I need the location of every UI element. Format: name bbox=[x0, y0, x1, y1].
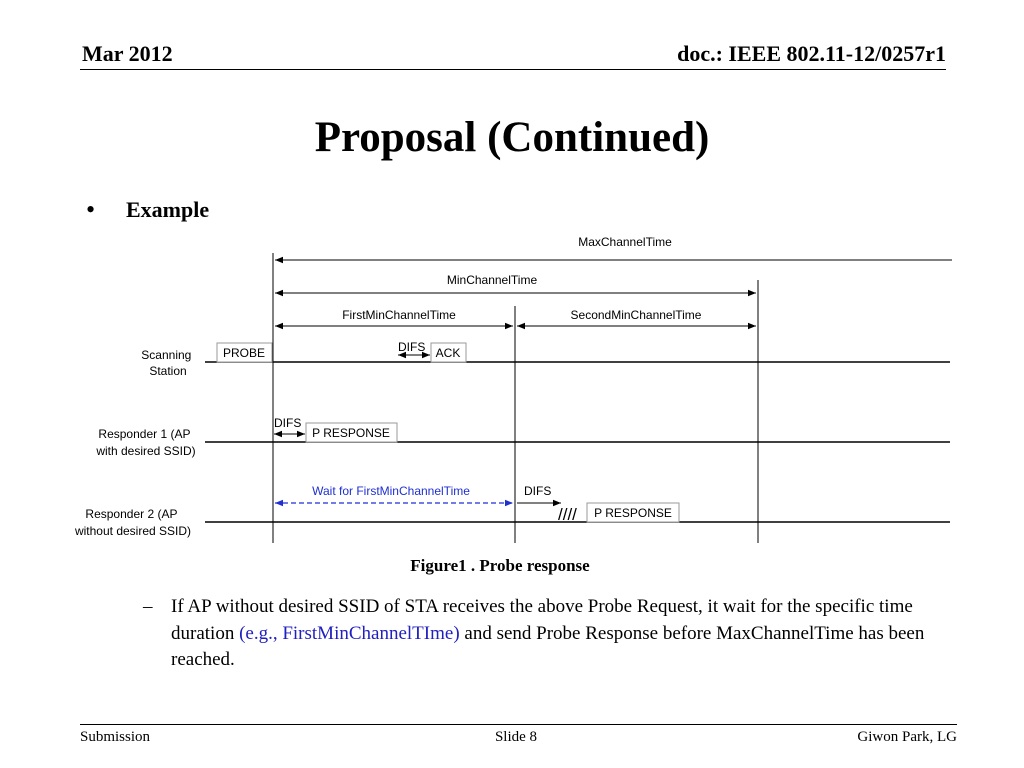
bullet-example: Example bbox=[126, 197, 210, 222]
second-min-channel-time-label: SecondMinChannelTime bbox=[570, 308, 702, 322]
row-label-scanning-station-line1: Scanning bbox=[141, 348, 192, 362]
sub-bullet-highlight: (e.g., FirstMinChannelTIme) bbox=[239, 622, 460, 644]
footer-author: Giwon Park, LG bbox=[857, 729, 957, 745]
sub-bullet-text-before: If AP without desired SSID of STA receives the above Probe Request, it wait for the specific time duration bbox=[171, 596, 913, 644]
row-label-responder1-line1: Responder 1 (AP bbox=[98, 427, 191, 441]
p-response-label-responder2: P RESPONSE bbox=[594, 506, 672, 520]
footer-slide-number: Slide 8 bbox=[494, 729, 538, 745]
slide-title: Proposal (Continued) bbox=[314, 114, 710, 161]
figure-caption: Figure1 . Probe response bbox=[410, 556, 590, 575]
row-label-responder2-line2: without desired SSID) bbox=[74, 524, 192, 538]
header-rule bbox=[80, 69, 946, 70]
ack-frame-label: ACK bbox=[435, 346, 461, 360]
probe-response-timing-diagram bbox=[0, 225, 1024, 550]
wait-label: Wait for FirstMinChannelTime bbox=[312, 484, 470, 498]
truncation-marks: //// bbox=[558, 505, 577, 524]
footer-rule bbox=[80, 724, 957, 725]
difs-label-station: DIFS bbox=[398, 340, 426, 354]
p-response-label-responder1: P RESPONSE bbox=[312, 426, 390, 440]
row-label-responder2 bbox=[74, 507, 191, 538]
row-label-responder1-line2: with desired SSID) bbox=[96, 444, 196, 458]
min-channel-time-label: MinChannelTime bbox=[446, 273, 538, 287]
footer-submission: Submission bbox=[80, 729, 151, 745]
first-min-channel-time-label: FirstMinChannelTime bbox=[342, 308, 456, 322]
row-label-scanning-station bbox=[141, 348, 194, 378]
bullet-marker: • bbox=[86, 195, 96, 224]
sub-bullet-marker: – bbox=[143, 596, 153, 617]
difs-label-responder2: DIFS bbox=[524, 484, 552, 498]
row-label-responder2-line1: Responder 2 (AP bbox=[85, 507, 178, 521]
max-channel-time-label: MaxChannelTime bbox=[578, 235, 672, 249]
sub-bullet-text-after: and send Probe Response before MaxChannelTime has been reached. bbox=[171, 622, 925, 670]
header-date: Mar 2012 bbox=[82, 41, 173, 66]
sub-bullet-text bbox=[171, 594, 931, 674]
difs-label-responder1: DIFS bbox=[274, 416, 302, 430]
probe-frame-label: PROBE bbox=[222, 346, 266, 360]
header-doc-id: doc.: IEEE 802.11-12/0257r1 bbox=[677, 41, 946, 66]
row-label-scanning-station-line2: Station bbox=[149, 364, 187, 378]
row-label-responder1 bbox=[95, 427, 195, 458]
